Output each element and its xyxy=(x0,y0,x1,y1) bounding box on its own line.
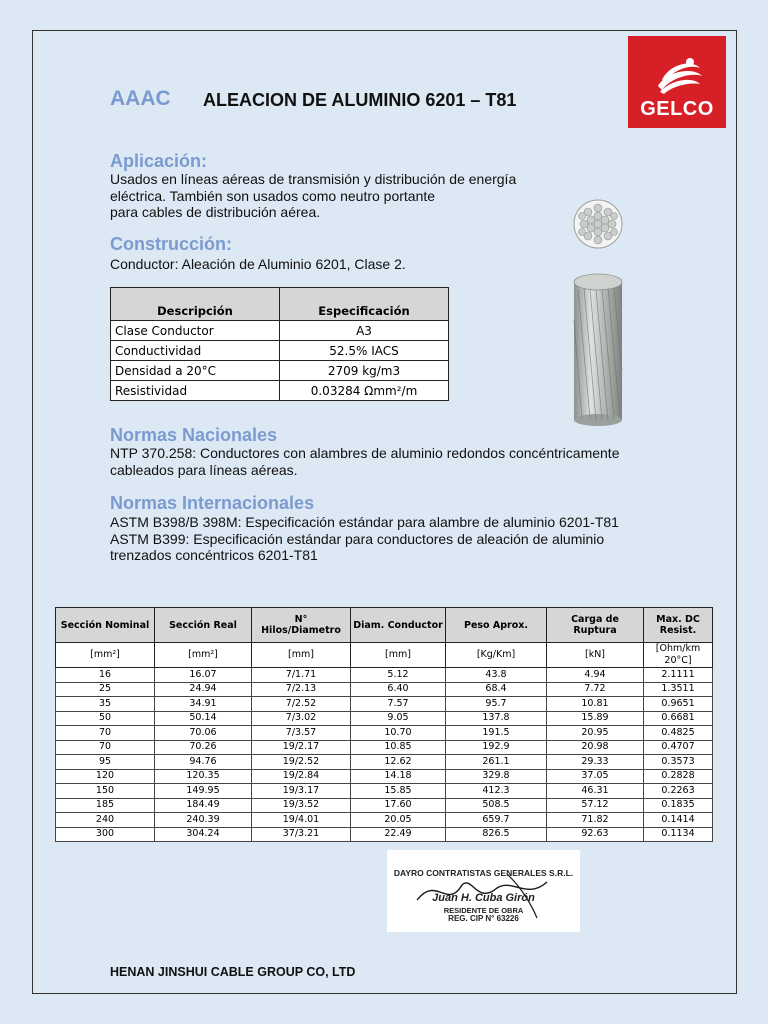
construccion-heading: Construcción: xyxy=(110,234,233,254)
aplicacion-line: Usados en líneas aéreas de transmisión y distribución de energía xyxy=(110,171,517,187)
data-units-row xyxy=(56,643,713,668)
normas-line: cableados para líneas aéreas. xyxy=(110,461,298,478)
normas-line: NTP 370.258: Conductores con alambres de aluminio redondos concéntricamente xyxy=(110,445,620,461)
product-code: AAAC xyxy=(110,87,171,110)
data-header-cell: N° Hilos/Diametro xyxy=(252,608,351,643)
data-header-row xyxy=(56,608,713,643)
table-row xyxy=(56,813,713,828)
data-cell: 7/3.57 xyxy=(252,726,351,741)
data-cell: 19/2.17 xyxy=(252,740,351,755)
table-row xyxy=(56,697,713,712)
data-cell: 7.57 xyxy=(351,697,446,712)
spec-row xyxy=(111,381,449,401)
normas-nacionales-text xyxy=(110,445,619,478)
data-header-cell: Peso Aprox. xyxy=(446,608,547,643)
stamp-reg: REG. CIP N° 63226 xyxy=(448,914,519,923)
aplicacion-line: eléctrica. También son usados como neutro portante xyxy=(110,187,436,204)
spec-row xyxy=(111,361,449,381)
data-cell: 20.98 xyxy=(547,740,644,755)
data-cell: 24.94 xyxy=(155,682,252,697)
data-cell: 0.3573 xyxy=(644,755,713,770)
data-cell: 35 xyxy=(56,697,155,712)
data-unit-cell: [mm] xyxy=(252,643,351,668)
data-cell: 120 xyxy=(56,769,155,784)
data-cell: 34.91 xyxy=(155,697,252,712)
data-cell: 659.7 xyxy=(446,813,547,828)
data-cell: 10.70 xyxy=(351,726,446,741)
data-unit-cell: [mm] xyxy=(351,643,446,668)
data-cell: 261.1 xyxy=(446,755,547,770)
data-cell: 16.07 xyxy=(155,668,252,683)
data-cell: 25 xyxy=(56,682,155,697)
data-cell: 17.60 xyxy=(351,798,446,813)
data-cell: 68.4 xyxy=(446,682,547,697)
footer-company: HENAN JINSHUI CABLE GROUP CO, LTD xyxy=(110,965,356,979)
normas-internacionales-heading: Normas Internacionales xyxy=(110,493,315,513)
data-cell: 19/2.52 xyxy=(252,755,351,770)
data-cell: 50 xyxy=(56,711,155,726)
table-row xyxy=(56,711,713,726)
spec-cell: Clase Conductor xyxy=(111,321,280,341)
data-cell: 192.9 xyxy=(446,740,547,755)
data-cell: 37/3.21 xyxy=(252,827,351,842)
spec-table xyxy=(110,287,449,401)
data-header-cell: Sección Real xyxy=(155,608,252,643)
data-cell: 9.05 xyxy=(351,711,446,726)
normas-line: trenzados concéntricos 6201-T81 xyxy=(110,547,318,563)
data-cell: 29.33 xyxy=(547,755,644,770)
data-cell: 826.5 xyxy=(446,827,547,842)
data-cell: 70 xyxy=(56,726,155,741)
data-cell: 46.31 xyxy=(547,784,644,799)
data-header-cell: Carga de Ruptura xyxy=(547,608,644,643)
data-cell: 71.82 xyxy=(547,813,644,828)
table-row xyxy=(56,827,713,842)
data-cell: 240 xyxy=(56,813,155,828)
data-cell: 184.49 xyxy=(155,798,252,813)
data-cell: 50.14 xyxy=(155,711,252,726)
data-cell: 5.12 xyxy=(351,668,446,683)
data-header-cell: Sección Nominal xyxy=(56,608,155,643)
table-row xyxy=(56,668,713,683)
spec-cell: Conductividad xyxy=(111,341,280,361)
data-cell: 304.24 xyxy=(155,827,252,842)
data-cell: 0.2263 xyxy=(644,784,713,799)
normas-internacionales-text xyxy=(110,514,619,564)
spec-header-row xyxy=(111,288,449,321)
data-unit-cell: [kN] xyxy=(547,643,644,668)
data-cell: 0.4707 xyxy=(644,740,713,755)
data-cell: 0.6681 xyxy=(644,711,713,726)
table-row xyxy=(56,755,713,770)
data-cell: 94.76 xyxy=(155,755,252,770)
data-cell: 57.12 xyxy=(547,798,644,813)
data-header-cell: Max. DC Resist. xyxy=(644,608,713,643)
data-cell: 70.26 xyxy=(155,740,252,755)
cable-cross-section xyxy=(574,200,622,248)
data-cell: 43.8 xyxy=(446,668,547,683)
stamp-name: Juan H. Cuba Girón xyxy=(432,892,535,904)
data-cell: 240.39 xyxy=(155,813,252,828)
data-cell: 20.95 xyxy=(547,726,644,741)
normas-line: ASTM B398/B 398M: Especificación estándar para alambre de aluminio 6201-T81 xyxy=(110,514,619,530)
data-cell: 20.05 xyxy=(351,813,446,828)
data-cell: 7/2.52 xyxy=(252,697,351,712)
data-unit-cell: [Ohm/km 20°C] xyxy=(644,643,713,668)
spec-header-cell: Especificación xyxy=(280,288,449,321)
data-cell: 95 xyxy=(56,755,155,770)
page-title: ALEACION DE ALUMINIO 6201 – T81 xyxy=(203,90,517,110)
data-cell: 0.2828 xyxy=(644,769,713,784)
data-cell: 137.8 xyxy=(446,711,547,726)
data-cell: 12.62 xyxy=(351,755,446,770)
data-cell: 4.94 xyxy=(547,668,644,683)
data-cell: 0.4825 xyxy=(644,726,713,741)
data-cell: 70 xyxy=(56,740,155,755)
data-cell: 92.63 xyxy=(547,827,644,842)
gelco-logo xyxy=(628,36,726,128)
data-unit-cell: [mm²] xyxy=(56,643,155,668)
table-row xyxy=(56,798,713,813)
data-cell: 191.5 xyxy=(446,726,547,741)
spec-cell: A3 xyxy=(280,321,449,341)
spec-row xyxy=(111,321,449,341)
data-cell: 508.5 xyxy=(446,798,547,813)
cable-side-view xyxy=(574,274,622,426)
spec-cell: Resistividad xyxy=(111,381,280,401)
data-cell: 120.35 xyxy=(155,769,252,784)
data-unit-cell: [mm²] xyxy=(155,643,252,668)
data-cell: 15.85 xyxy=(351,784,446,799)
data-cell: 329.8 xyxy=(446,769,547,784)
data-cell: 95.7 xyxy=(446,697,547,712)
spec-cell: 0.03284 Ωmm²/m xyxy=(280,381,449,401)
data-cell: 19/4.01 xyxy=(252,813,351,828)
cable-data-table xyxy=(55,607,713,842)
cable-illustration xyxy=(568,190,628,430)
data-unit-cell: [Kg/Km] xyxy=(446,643,547,668)
aplicacion-heading: Aplicación: xyxy=(110,151,208,171)
table-row xyxy=(56,726,713,741)
data-cell: 149.95 xyxy=(155,784,252,799)
normas-line: ASTM B399: Especificación estándar para conductores de aleación de aluminio xyxy=(110,530,605,547)
spec-cell: 2709 kg/m3 xyxy=(280,361,449,381)
data-header-cell: Diam. Conductor xyxy=(351,608,446,643)
data-cell: 0.9651 xyxy=(644,697,713,712)
table-row xyxy=(56,784,713,799)
data-cell: 7/3.02 xyxy=(252,711,351,726)
signature-stamp xyxy=(387,850,580,932)
data-cell: 0.1835 xyxy=(644,798,713,813)
data-cell: 7/2.13 xyxy=(252,682,351,697)
normas-nacionales-heading: Normas Nacionales xyxy=(110,425,278,445)
data-cell: 0.1134 xyxy=(644,827,713,842)
table-row xyxy=(56,769,713,784)
logo-text: GELCO xyxy=(640,98,714,120)
data-cell: 19/3.17 xyxy=(252,784,351,799)
data-cell: 10.85 xyxy=(351,740,446,755)
data-cell: 300 xyxy=(56,827,155,842)
data-cell: 1.3511 xyxy=(644,682,713,697)
data-cell: 10.81 xyxy=(547,697,644,712)
stamp-role: RESIDENTE DE OBRA xyxy=(443,906,524,915)
data-cell: 7/1.71 xyxy=(252,668,351,683)
data-cell: 16 xyxy=(56,668,155,683)
spec-cell: Densidad a 20°C xyxy=(111,361,280,381)
table-row xyxy=(56,682,713,697)
data-cell: 14.18 xyxy=(351,769,446,784)
data-cell: 150 xyxy=(56,784,155,799)
construccion-text: Conductor: Aleación de Aluminio 6201, Clase 2. xyxy=(110,256,406,272)
data-cell: 2.1111 xyxy=(644,668,713,683)
data-cell: 412.3 xyxy=(446,784,547,799)
aplicacion-text xyxy=(110,171,516,221)
spec-row xyxy=(111,341,449,361)
data-cell: 185 xyxy=(56,798,155,813)
data-cell: 70.06 xyxy=(155,726,252,741)
data-cell: 19/3.52 xyxy=(252,798,351,813)
data-cell: 7.72 xyxy=(547,682,644,697)
data-cell: 0.1414 xyxy=(644,813,713,828)
spec-cell: 52.5% IACS xyxy=(280,341,449,361)
aplicacion-line: para cables de distribución aérea. xyxy=(110,204,321,220)
data-cell: 15.89 xyxy=(547,711,644,726)
spec-header-cell: Descripción xyxy=(111,288,280,321)
data-cell: 6.40 xyxy=(351,682,446,697)
table-row xyxy=(56,740,713,755)
data-cell: 22.49 xyxy=(351,827,446,842)
stamp-company: DAYRO CONTRATISTAS GENERALES S.R.L. xyxy=(393,868,574,878)
data-cell: 19/2.84 xyxy=(252,769,351,784)
data-cell: 37.05 xyxy=(547,769,644,784)
